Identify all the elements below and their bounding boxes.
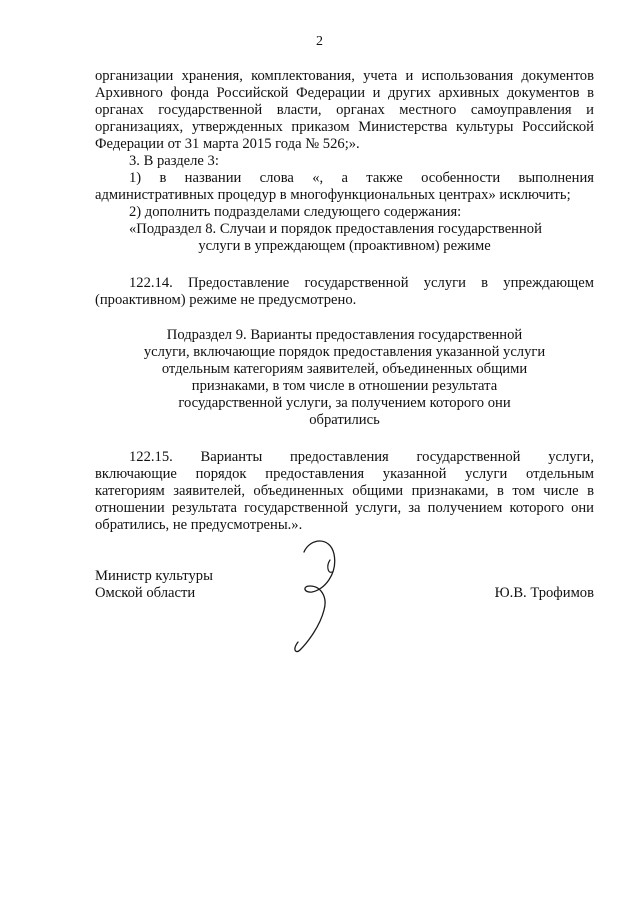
paragraph-line: органах государственной власти, органах местного самоуправления и: [95, 102, 594, 118]
subsection-9-title: признаками, в том числе в отношении результата: [191, 378, 498, 394]
paragraph-122-15-line: включающие порядок предоставления указанной услуги отдельным: [95, 466, 594, 482]
signatory-position: Омской области: [95, 585, 196, 601]
handwritten-signature-icon: [290, 530, 350, 655]
subitem-1-line: административных процедур в многофункциональных центрах» исключить;: [95, 187, 571, 203]
paragraph-122-15-line: 122.15. Варианты предоставления государственной услуги,: [129, 449, 594, 465]
subsection-9-title: государственной услуги, за получением которого они: [178, 395, 511, 411]
paragraph-122-15-line: отношении результата государственной услуги, за получением которого они: [95, 500, 594, 516]
subsection-9-title: обратились: [309, 412, 380, 428]
paragraph-line: Федерации от 31 марта 2015 года № 526;».: [95, 136, 360, 152]
paragraph-line: организации хранения, комплектования, учета и использования документов: [95, 68, 594, 84]
paragraph-line: Архивного фонда Российской Федерации и других архивных документов в: [95, 85, 594, 101]
signatory-name: Ю.В. Трофимов: [494, 585, 594, 601]
paragraph-line: организациях, утвержденных приказом Министерства культуры Российской: [95, 119, 594, 135]
paragraph-122-15-line: категориям заявителей, объединенных общими признаками, в том числе в: [95, 483, 594, 499]
subitem-2: 2) дополнить подразделами следующего содержания:: [129, 204, 462, 220]
signatory-position: Министр культуры: [95, 568, 213, 584]
paragraph-122-15-line: обратились, не предусмотрены.».: [95, 517, 303, 533]
subsection-9-title: услуги, включающие порядок предоставления указанной услуги: [143, 344, 546, 360]
subitem-1-line: 1) в названии слова «, а также особенности выполнения: [129, 170, 594, 186]
subsection-8-title: услуги в упреждающем (проактивном) режиме: [198, 238, 491, 254]
paragraph-122-14-line: (проактивном) режиме не предусмотрено.: [95, 292, 357, 308]
subsection-9-title: отдельным категориям заявителей, объединенных общими: [161, 361, 528, 377]
subsection-8-title: «Подраздел 8. Случаи и порядок предоставления государственной: [129, 221, 542, 237]
page-number: 2: [316, 34, 323, 49]
item-3-heading: 3. В разделе 3:: [129, 153, 219, 169]
subsection-9-title: Подраздел 9. Варианты предоставления государственной: [166, 327, 523, 343]
paragraph-122-14-line: 122.14. Предоставление государственной услуги в упреждающем: [129, 275, 594, 291]
